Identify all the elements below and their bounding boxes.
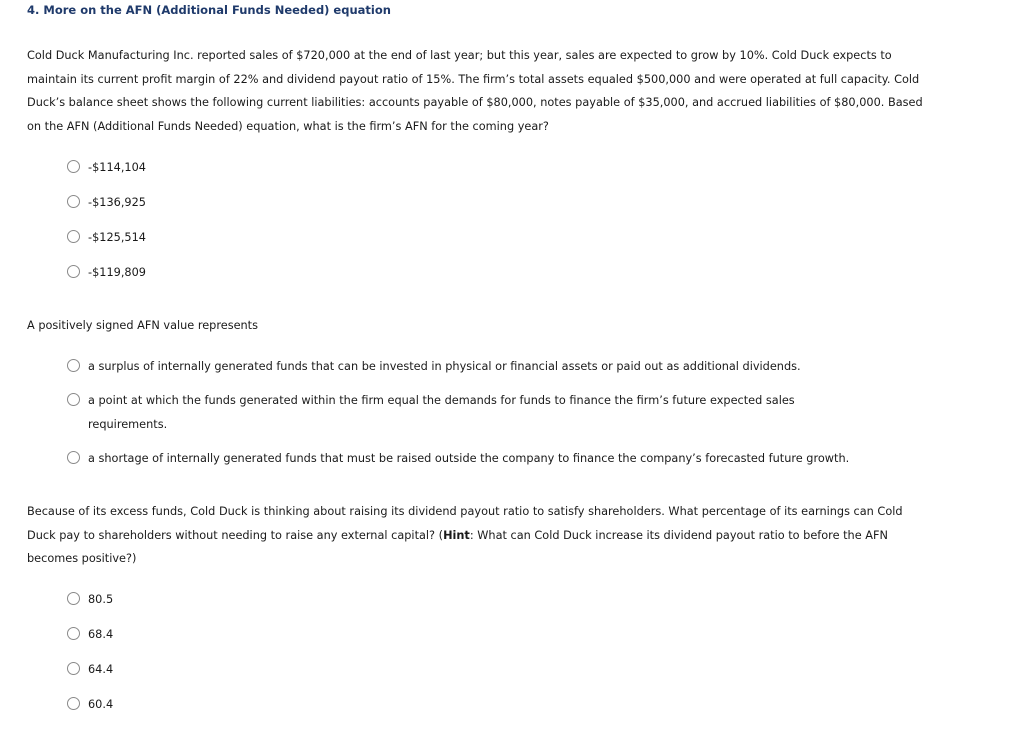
option-label: 80.5 bbox=[88, 593, 114, 606]
option-label: a point at which the funds generated within the firm equal the demands for funds to finance the firm’s future expected sales requirements. bbox=[88, 394, 795, 431]
hint-label: Hint bbox=[443, 528, 470, 542]
radio-button[interactable] bbox=[67, 662, 80, 675]
part3-option-2[interactable] bbox=[67, 623, 848, 647]
option-label: -$125,514 bbox=[88, 231, 146, 244]
option-label: a surplus of internally generated funds that can be invested in physical or financial assets or paid out as additional dividends. bbox=[88, 360, 801, 373]
part2-option-3[interactable] bbox=[67, 447, 908, 471]
option-label: -$114,104 bbox=[88, 161, 146, 174]
option-label: 68.4 bbox=[88, 628, 114, 641]
radio-button[interactable] bbox=[67, 359, 80, 372]
radio-button[interactable] bbox=[67, 195, 80, 208]
part1-option-4[interactable] bbox=[67, 261, 848, 285]
part3-prompt-text: Because of its excess funds, Cold Duck is thinking about raising its dividend payout ratio to satisfy shareholders. What percentage of its earnings can Cold Duck pay to shareholders without needing to raise any external capital? ( bbox=[27, 505, 903, 542]
part1-option-1[interactable] bbox=[67, 156, 848, 180]
part3-option-3[interactable] bbox=[67, 658, 848, 682]
radio-button[interactable] bbox=[67, 265, 80, 278]
radio-button[interactable] bbox=[67, 451, 80, 464]
question-title: 4. More on the AFN (Additional Funds Needed) equation bbox=[27, 3, 391, 17]
part1-option-3[interactable] bbox=[67, 226, 848, 250]
part1-option-2[interactable] bbox=[67, 191, 848, 215]
radio-button[interactable] bbox=[67, 697, 80, 710]
radio-button[interactable] bbox=[67, 393, 80, 406]
part2-option-2[interactable] bbox=[67, 389, 828, 436]
part3-prompt-hint-text: : What can Cold Duck increase its dividend payout ratio to before the AFN becomes positive?) bbox=[27, 528, 888, 565]
radio-button[interactable] bbox=[67, 627, 80, 640]
part3-prompt bbox=[27, 500, 917, 571]
radio-button[interactable] bbox=[67, 592, 80, 605]
part1-prompt: Cold Duck Manufacturing Inc. reported sales of $720,000 at the end of last year; but this year, sales are expected to grow by 10%. Cold Duck expects to maintain its current profit margin of 22% and dividend payout ratio of 15%. The firm’s total assets equaled $500,000 and were operated at full capacity. Cold Duck’s balance sheet shows the following current liabilities: accounts payable of $80,000, notes payable of $35,000, and accrued liabilities of $80,000. Based on the AFN (Additional Funds Needed) equation, what is the firm’s AFN for the coming year? bbox=[27, 49, 923, 133]
part3-option-1[interactable] bbox=[67, 588, 848, 612]
part2-option-1[interactable] bbox=[67, 355, 848, 379]
option-label: 64.4 bbox=[88, 663, 114, 676]
option-label: -$119,809 bbox=[88, 266, 146, 279]
option-label: a shortage of internally generated funds that must be raised outside the company to finance the company’s forecasted future growth. bbox=[88, 452, 850, 465]
radio-button[interactable] bbox=[67, 160, 80, 173]
option-label: 60.4 bbox=[88, 698, 114, 711]
part2-prompt: A positively signed AFN value represents bbox=[27, 319, 259, 332]
radio-button[interactable] bbox=[67, 230, 80, 243]
option-label: -$136,925 bbox=[88, 196, 146, 209]
part3-option-4[interactable] bbox=[67, 693, 848, 717]
